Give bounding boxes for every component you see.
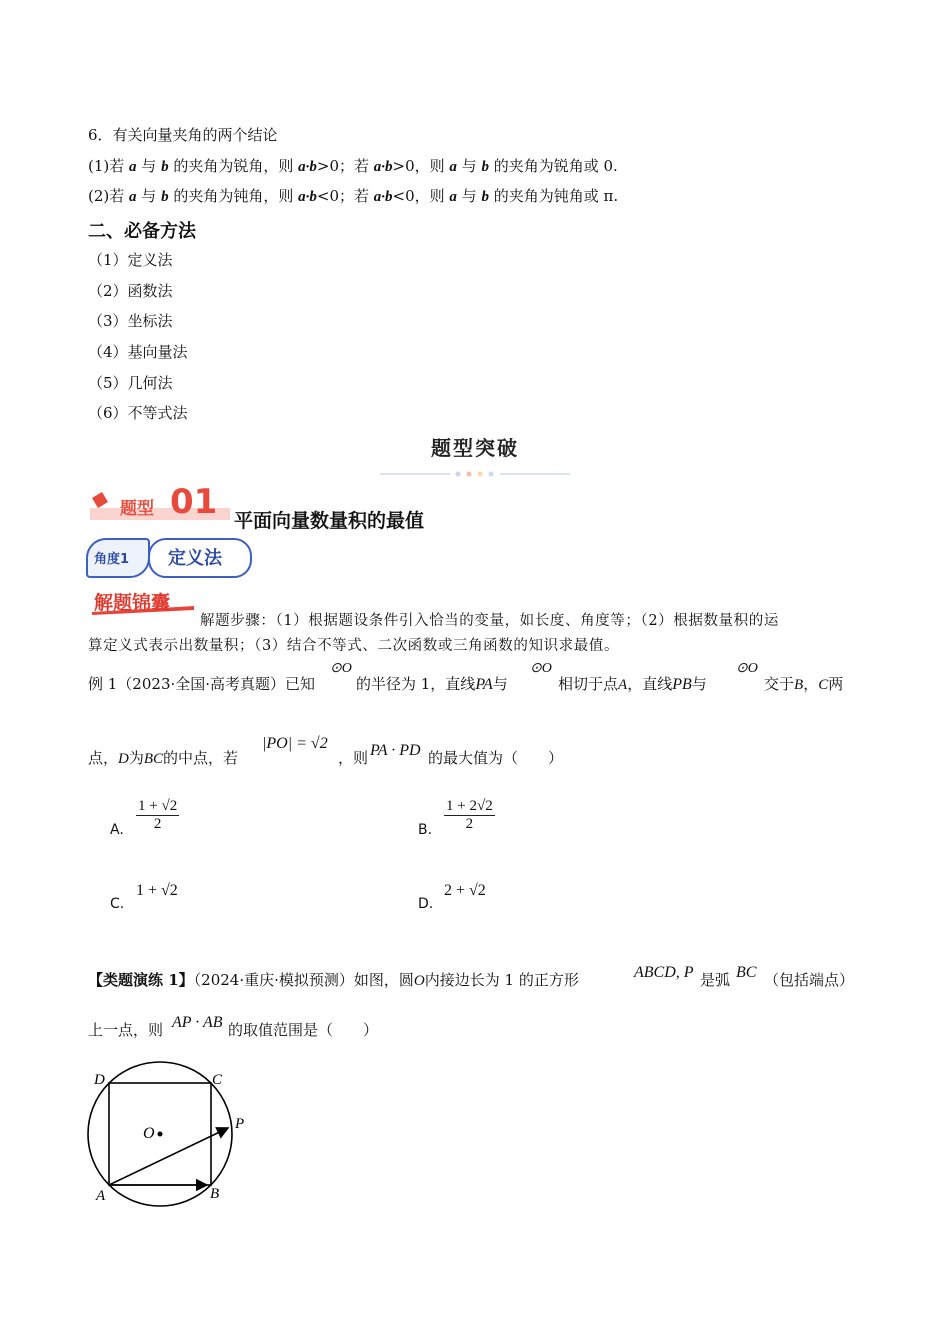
arc-bc-label: BC	[736, 964, 757, 981]
method-item: （6）不等式法	[88, 404, 188, 422]
practice-1-line-2: 上一点，则	[88, 1021, 164, 1039]
type-badge-tag: 题型	[120, 499, 154, 519]
tips-line-1: 解题步骤：（1）根据题设条件引入恰当的变量，如长度、角度等；（2）根据数量积的运	[200, 613, 779, 629]
tips-badge	[88, 586, 198, 616]
method-item: （2）函数法	[88, 282, 173, 300]
label-a: A	[96, 1188, 106, 1204]
option-d-label[interactable]: D.	[418, 896, 434, 912]
po-condition: |PO| = √2	[262, 735, 328, 752]
label-p: P	[235, 1116, 245, 1132]
center-point	[158, 1132, 163, 1137]
option-c-value[interactable]: 1 + √2	[136, 882, 178, 899]
type-title: 平面向量数量积的最值	[234, 510, 425, 532]
method-item: （5）几何法	[88, 374, 173, 392]
angle-badge	[86, 536, 256, 578]
example-1-segment: ，则	[338, 749, 369, 767]
square-label: ABCD, P	[634, 964, 694, 981]
vector-ap	[109, 1128, 228, 1185]
option-b-value[interactable]: $\frac{1 + 2√2}{2}$	[446, 798, 493, 832]
method-item: （3）坐标法	[88, 312, 173, 330]
dot-product-ap-ab: AP · AB	[172, 1014, 223, 1031]
example-1-segment: 交于B，C两	[764, 675, 844, 693]
option-a-label[interactable]: A.	[110, 822, 124, 838]
conclusion-1: (1)若 a 与 b 的夹角为锐角，则 a·b>0；若 a·b>0，则 a 与 b 的夹角为锐角或 0.	[88, 157, 618, 175]
circle-o-symbol: ⊙O	[330, 661, 352, 676]
label-o: O	[143, 1125, 155, 1142]
example-1-segment: 的最大值为（ ）	[428, 749, 564, 767]
practice-1-segment: 的取值范围是（ ）	[228, 1021, 379, 1039]
label-d: D	[94, 1072, 105, 1088]
example-1-line-1: 例 1（2023·全国·高考真题）已知	[88, 675, 316, 693]
banner-divider	[380, 467, 570, 481]
example-1-segment: 的半径为 1，直线PA与	[356, 675, 508, 693]
circle-o-symbol: ⊙O	[736, 661, 758, 676]
conclusion-title: 6．有关向量夹角的两个结论	[88, 126, 278, 144]
example-1-segment: 相切于点A，直线PB与	[558, 675, 707, 693]
method-item: （4）基向量法	[88, 343, 188, 361]
angle-badge-title: 定义法	[168, 548, 222, 569]
methods-title: 二、必备方法	[88, 221, 196, 242]
type-badge	[88, 484, 248, 524]
practice-1-segment: （包括端点）	[764, 971, 855, 989]
section-banner-title: 题型突破	[431, 436, 519, 460]
practice-1-segment: 是弧	[700, 971, 731, 989]
example-1-line-2: 点，D为BC的中点，若	[88, 749, 239, 767]
method-item: （1）定义法	[88, 251, 173, 269]
option-a-value[interactable]: $\frac{1 + √2}{2}$	[138, 798, 178, 832]
section-banner	[380, 432, 570, 481]
tag-icon	[92, 492, 108, 508]
option-b-label[interactable]: B.	[418, 822, 433, 838]
type-badge-shape	[88, 484, 248, 524]
label-b: B	[210, 1186, 220, 1202]
conclusion-2: (2)若 a 与 b 的夹角为钝角，则 a·b<0；若 a·b<0，则 a 与 b 的夹角为钝角或 π.	[88, 187, 619, 205]
option-d-value[interactable]: 2 + √2	[444, 882, 486, 899]
circle-o-symbol: ⊙O	[530, 661, 552, 676]
practice-1-line-1: 【类题演练 1】（2024·重庆·模拟预测）如图，圆O内接边长为 1 的正方形	[88, 971, 579, 989]
label-c: C	[212, 1072, 223, 1088]
tips-title: 解题锦囊	[94, 592, 171, 614]
dot-product-pa-pd: PA · PD	[370, 742, 421, 759]
angle-badge-tag: 角度1	[94, 552, 130, 567]
option-c-label[interactable]: C.	[110, 896, 125, 912]
type-badge-number: 01	[170, 482, 218, 522]
tips-line-2: 算定义式表示出数量积；（3）结合不等式、二次函数或三角函数的知识求最值。	[88, 638, 620, 654]
circle-square-figure	[84, 1060, 264, 1210]
